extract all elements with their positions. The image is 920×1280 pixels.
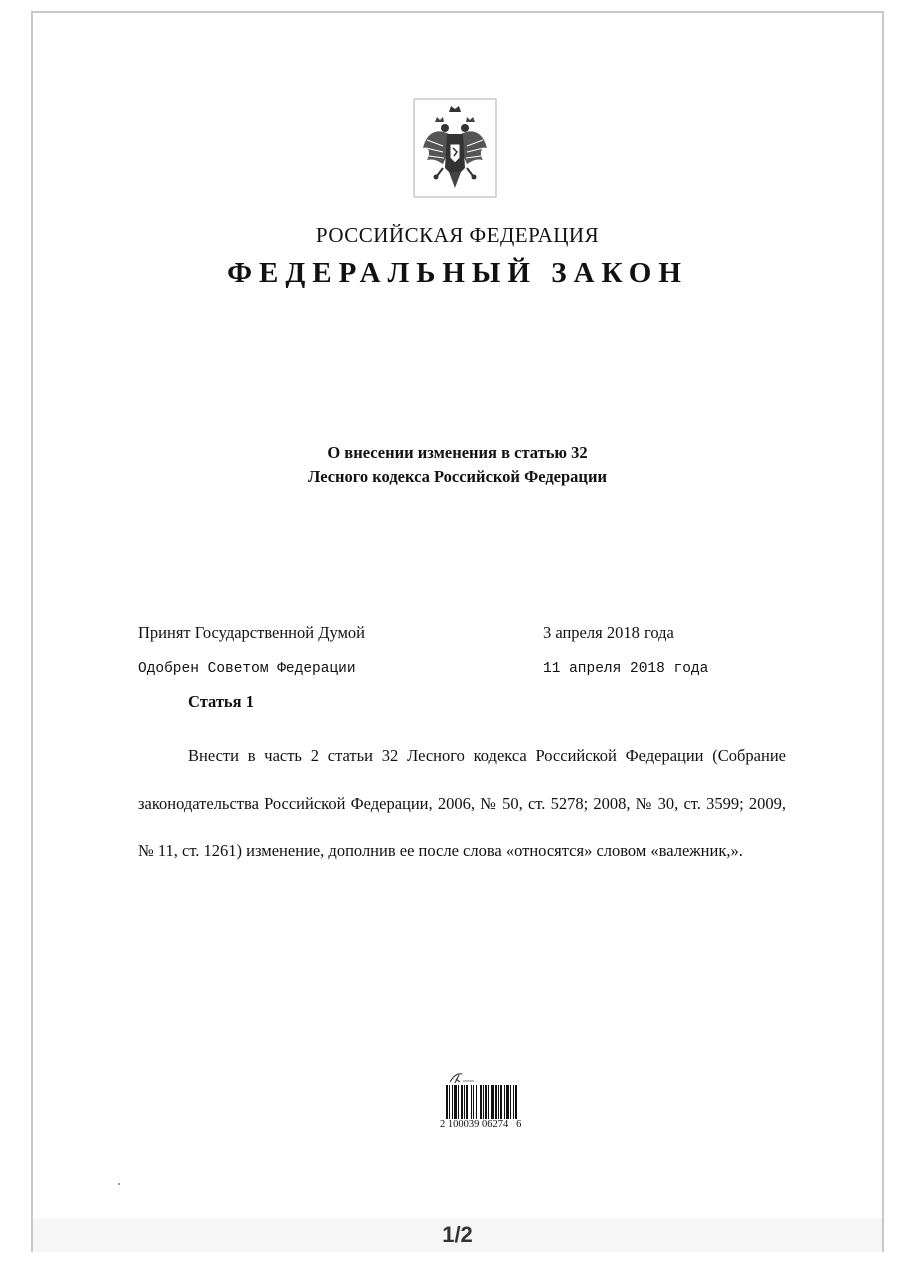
barcode-bars: [446, 1085, 548, 1119]
adoption-council-label: Одобрен Советом Федерации: [138, 661, 356, 677]
article-body: Внести в часть 2 статьи 32 Лесного кодекса Российской Федерации (Собрание законодательства Российской Федерации, 2006, № 50, ст. 5278; 2008, № 30, ст. 3599; 2009, № 11, ст. 1261) изменение, дополнив ее после слова «относятся» словом «валежник,».: [138, 746, 786, 860]
page-indicator: 1/2: [442, 1222, 473, 1247]
barcode-number: 2 100039 06274 6: [440, 1119, 522, 1130]
article-heading: Статья 1: [188, 692, 254, 711]
document-page: [33, 13, 882, 1218]
adoption-duma-label: Принят Государственной Думой: [138, 623, 366, 642]
adoption-duma-date: 3 апреля 2018 года: [543, 623, 674, 642]
scan-speck: [118, 1183, 120, 1185]
barcode-block: [438, 1071, 558, 1130]
country-heading: РОССИЙСКАЯ ФЕДЕРАЦИЯ: [315, 223, 600, 247]
page-footer: [33, 1218, 882, 1252]
barcode-logo-icon: [446, 1071, 476, 1085]
adoption-council-date: 11 апреля 2018 года: [543, 661, 709, 677]
document-viewer: [31, 11, 884, 1252]
law-title-line-1: О внесении изменения в статью 32: [327, 443, 588, 462]
law-title-line-2: Лесного кодекса Российской Федерации: [308, 467, 607, 486]
russian-coat-of-arms-icon: [413, 98, 497, 198]
document-type-heading: ФЕДЕРАЛЬНЫЙ ЗАКОН: [227, 257, 688, 289]
law-title: [33, 441, 882, 489]
